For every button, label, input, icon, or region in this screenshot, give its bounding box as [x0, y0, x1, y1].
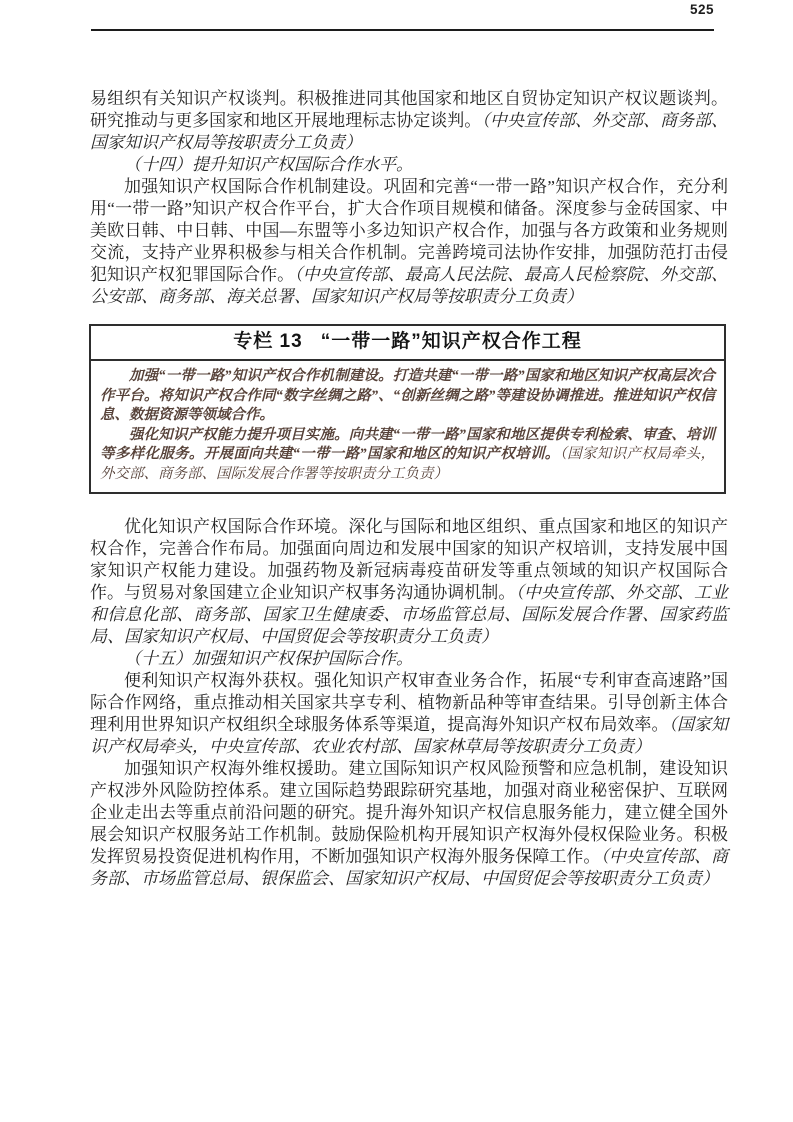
column-box-title — [91, 326, 724, 361]
page-number: 525 — [689, 2, 714, 17]
box-paragraph-text: 强化知识产权能力提升项目实施。向共建“一带一路”国家和地区提供专利检索、审查、培训等多样化服务。开展面向共建“一带一路”国家和地区的知识产权培训。 — [100, 426, 715, 462]
paragraph — [90, 758, 728, 890]
paragraph — [90, 88, 728, 154]
responsibility-note: （中央宣传部、商务部、市场监管总局、银保监会、国家知识产权局、中国贸促会等按职责分工负责） — [90, 847, 729, 888]
paragraph — [90, 670, 728, 758]
box-paragraph — [100, 426, 715, 485]
document-body — [90, 88, 728, 890]
column-box-label: 专栏 13 — [233, 331, 303, 352]
box-paragraph: 加强“一带一路”知识产权合作机制建设。打造共建“一带一路”国家和地区知识产权高层次合作平台。将知识产权合作同“数字丝绸之路”、“创新丝绸之路”等建设协调推进。推进知识产权信息、数据资源等领域合作。 — [100, 368, 715, 423]
responsibility-note: （国家知识产权局牵头，外交部、商务部、国际发展合作署等按职责分工负责） — [100, 446, 715, 482]
paragraph — [90, 176, 728, 308]
responsibility-note: （中央宣传部、最高人民法院、最高人民检察院、外交部、公安部、商务部、海关总署、国家知识产权局等按职责分工负责） — [90, 265, 729, 306]
paragraph — [90, 516, 728, 648]
paragraph-text: 加强知识产权海外维权援助。建立国际知识产权风险预警和应急机制，建设知识产权涉外风险防控体系。建立国际趋势跟踪研究基地，加强对商业秘密保护、互联网企业走出去等重点前沿问题的研究。提升海外知识产权信息服务能力，建立健全国外展会知识产权服务站工作机制。鼓励保险机构开展知识产权海外侵权保险业务。积极发挥贸易投资促进机构作用，不断加强知识产权海外服务保障工作。 — [90, 759, 728, 866]
column-box-body — [91, 361, 724, 492]
header-rule — [91, 29, 714, 31]
responsibility-note: （中央宣传部、外交部、工业和信息化部、商务部、国家卫生健康委、市场监管总局、国际发展合作署、国家药监局、国家知识产权局、中国贸促会等按职责分工负责） — [90, 583, 729, 646]
paragraph-text: 易组织有关知识产权谈判。积极推进同其他国家和地区自贸协定知识产权议题谈判。研究推动与更多国家和地区开展地理标志协定谈判。 — [90, 89, 728, 130]
column-box-name: “一带一路”知识产权合作工程 — [320, 331, 582, 352]
responsibility-note: （国家知识产权局牵头，中央宣传部、农业农村部、国家林草局等按职责分工负责） — [90, 715, 729, 756]
paragraph-text: 便利知识产权海外获权。强化知识产权审查业务合作，拓展“专利审查高速路”国际合作网络，重点推动相关国家共享专利、植物新品种等审查结果。引导创新主体合理利用世界知识产权组织全球服务体系等渠道，提高海外知识产权布局效率。 — [90, 671, 728, 734]
section-heading-14: （十四）提升知识产权国际合作水平。 — [124, 155, 413, 174]
paragraph-text: 优化知识产权国际合作环境。深化与国际和地区组织、重点国家和地区的知识产权合作，完善合作布局。加强面向周边和发展中国家的知识产权培训，支持发展中国家知识产权能力建设。加强药物及新冠病毒疫苗研发等重点领域的知识产权国际合作。与贸易对象国建立企业知识产权事务沟通协调机制。 — [90, 517, 728, 602]
responsibility-note: （中央宣传部、外交部、商务部、国家知识产权局等按职责分工负责） — [90, 111, 729, 152]
column-box — [89, 324, 726, 494]
section-heading-15: （十五）加强知识产权保护国际合作。 — [124, 649, 413, 668]
paragraph-text: 加强知识产权国际合作机制建设。巩固和完善“一带一路”知识产权合作，充分利用“一带一路”知识产权合作平台，扩大合作项目规模和储备。深度参与金砖国家、中美欧日韩、中日韩、中国—东盟等小多边知识产权合作，加强与各方政策和业务规则交流，支持产业界积极参与相关合作机制。完善跨境司法协作安排，加强防范打击侵犯知识产权犯罪国际合作。 — [90, 177, 728, 284]
